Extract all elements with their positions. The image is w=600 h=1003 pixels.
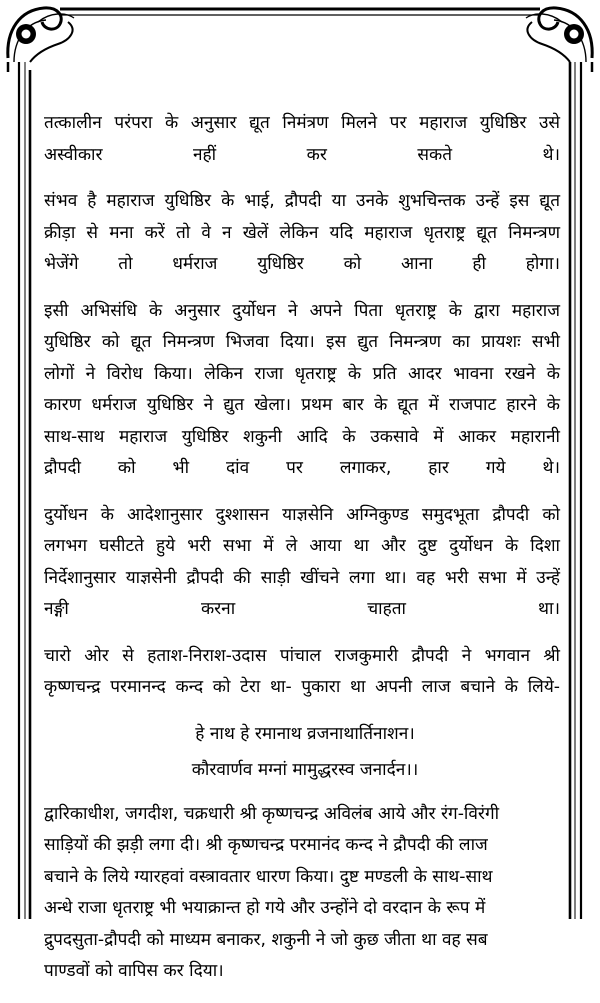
corner-flourish-icon-top-right [526, 8, 592, 72]
document-body [44, 108, 560, 1003]
text-line: निर्देशानुसार याज्ञसेनी द्रौपदी की साड़ी खींचने लगा था। वह भरी सभा में उन्हें [44, 567, 560, 588]
text-line: कृष्णचन्द्र परमानन्द कन्द को टेरा था- पुकारा था अपनी लाज बचाने के लिये- [44, 677, 560, 697]
paragraph-2 [44, 186, 560, 281]
text-line: द्रौपदी को भी दांव पर लगाकर, हार गये थे। [44, 458, 560, 478]
text-line: चारो ओर से हताश-निराश-उदास पांचाल राजकुमारी द्रौपदी ने भगवान श्री [44, 645, 560, 666]
text-line: कारण धर्मराज युधिष्ठिर ने द्युत खेला। प्रथम बार के द्यूत में राजपाट हारने के [44, 395, 560, 415]
text-line: अस्वीकार नहीं कर सकते थे। [44, 144, 560, 165]
text-line: इसी अभिसंधि के अनुसार दुर्योधन ने अपने पिता धृतराष्ट्र के द्वारा महाराज [44, 300, 560, 321]
text-line: लोगों ने विरोध किया। लेकिन राजा धृतराष्ट्र के प्रति आदर भावना रखने के [44, 363, 560, 384]
text-line: संभव है महाराज युधिष्ठिर के भाई, द्रौपदी या उनके शुभचिन्तक उन्हें इस द्यूत [44, 191, 560, 211]
verse-line-2: कौरवार्णव मग्नां मामुद्धरस्व जनार्दन।। [191, 759, 419, 780]
text-line: भेजेंगे तो धर्मराज युधिष्ठिर को आना ही होगा। [44, 254, 560, 274]
text-line: साड़ियों की झड़ी लगा दी। श्री कृष्णचन्द्र परमानंद कन्द ने द्रौपदी की लाज [44, 835, 488, 855]
text-line: दुर्योधन के आदेशानुसार दुश्शासन याज्ञसेनि अग्निकुण्ड समुदभूता द्रौपदी को [44, 504, 560, 525]
paragraph-5 [44, 641, 560, 704]
text-line: बचाने के लिये ग्यारहवां वस्त्रावतार धारण किया। दुष्ट मण्डली के साथ-साथ [44, 866, 493, 887]
verse-line-1: हे नाथ हे रमानाथ व्रजनाथार्तिनाशन। [195, 723, 415, 744]
text-line: द्वारिकाधीश, जगदीश, चक्रधारी श्री कृष्णचन्द्र अविलंब आये और रंग-विरंगी [44, 803, 500, 824]
text-line: पाण्डवों को वापिस कर दिया। [44, 961, 224, 981]
text-line: तत्कालीन परंपरा के अनुसार द्यूत निमंत्रण मिलने पर महाराज युधिष्ठिर उसे [44, 113, 560, 133]
text-line: द्रुपदसुता-द्रौपदी को माध्यम बनाकर, शकुनी ने जो कुछ जीता था वह सब [44, 929, 488, 950]
text-line: अन्धे राजा धृतराष्ट्र भी भयाक्रान्त हो गये और उन्होंने दो वरदान के रूप में [44, 898, 486, 918]
paragraph-3 [44, 296, 560, 485]
paragraph-1 [44, 108, 560, 171]
text-line: क्रीड़ा से मना करें तो वे न खेलें लेकिन यदि महाराज धृतराष्ट्र द्यूत निमन्त्रण [44, 222, 560, 243]
text-line: युधिष्ठिर को द्यूत निमन्त्रण भिजवा दिया। इस द्युत निमन्त्रण का प्रायशः सभी [44, 332, 560, 352]
text-line: लगभग घसीटते हुये भरी सभा में ले आया था और दुष्ट दुर्योधन के दिशा [44, 536, 560, 556]
text-line: नङ्गी करना चाहता था। [44, 599, 560, 619]
text-line: साथ-साथ महाराज युधिष्ठिर शकुनी आदि के उकसावे में आकर महारानी [44, 426, 560, 447]
corner-flourish-icon-top-left [8, 8, 74, 72]
paragraph-4 [44, 500, 560, 626]
paragraph-6 [44, 799, 560, 988]
